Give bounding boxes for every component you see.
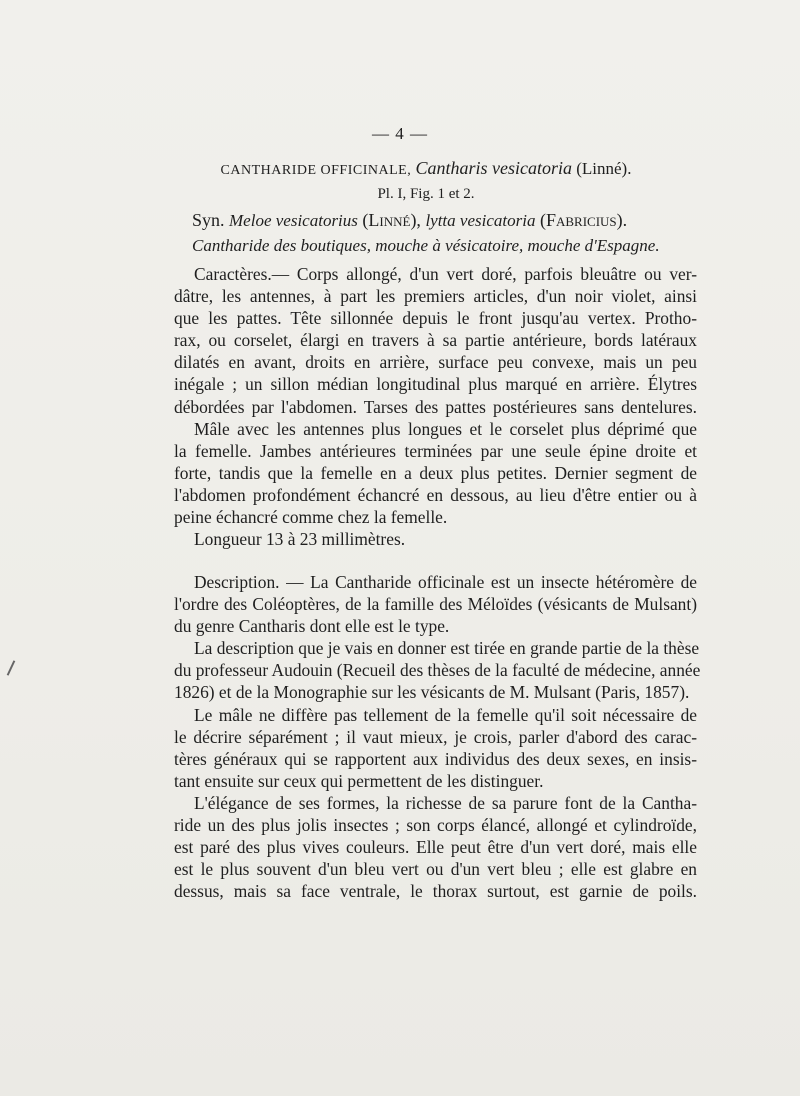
heading-author: (Linné). xyxy=(576,159,632,178)
paragraph-description: Description. — La Cantharide officinale est un insecte hétéromère de l'ordre des Coléoptères, de la famille des Méloïdes (vésicants de Mulsant) du genre Cantharis dont elle est le type. xyxy=(174,572,697,637)
synonyms-line-2: Cantharide des boutiques, mouche à vésicatoire, mouche d'Espagne. xyxy=(192,236,660,255)
paragraph-elegance: L'élégance de ses formes, la richesse de sa parure font de la Cantha- ride un des plus jolis insectes ; son corps élancé, allongé et cylindroïde, est paré des plus vives couleurs. Elle peut être d'un vert doré, mais elle est le plus souvent d'un bleu vert ou d'un vert bleu ; elle est glabre en dessus, mais sa face ventrale, le thorax surtout, est garnie de poils. xyxy=(174,793,697,902)
plate-reference: Pl. I, Fig. 1 et 2. xyxy=(377,186,475,202)
paragraph-caracteres: Caractères.— Corps allongé, d'un vert doré, parfois bleuâtre ou ver- dâtre, les antennes, à part les premiers articles, d'un noir violet, ainsi que les pattes. Tête sillonnée depuis le front jusqu'au vertex. Protho- rax, ou corselet, élargi en travers à sa partie antérieure, bords latéraux dilatés en avant, droits en arrière, surface peu convexe, mais un peu inégale ; un sillon médian longitudinal plus marqué en arrière. Élytres débordées par l'abdomen. Tarses des pattes postérieures sans dentelures. xyxy=(174,264,697,417)
paragraph-male-female: Le mâle ne diffère pas tellement de la femelle qu'il soit nécessaire de le décrire séparément ; il vaut mieux, je crois, parler d'abord des carac- tères généraux qui se rapportent aux individus des deux sexes, en insis- tant ensuite sur ceux qui permettent de les distinguer. xyxy=(174,705,697,792)
heading-latin-name: Cantharis vesicatoria xyxy=(415,158,572,178)
synonyms-line-1: Syn. Meloe vesicatorius (Linné), lytta vesicatoria (Fabricius). xyxy=(192,210,628,230)
synonyms-block xyxy=(192,208,692,258)
paragraph-longueur: Longueur 13 à 23 millimètres. xyxy=(194,529,406,549)
heading-common-name: CANTHARIDE OFFICINALE, xyxy=(220,163,412,178)
paragraph-male: Mâle avec les antennes plus longues et le corselet plus déprimé que la femelle. Jambes antérieures terminées par une seule épine droite et forte, tandis que la femelle en a deux plus petites. Dernier segment de l'abdomen profondément échancré en dessous, au lieu d'être entier ou à peine échancré comme chez la femelle. xyxy=(174,419,697,528)
margin-mark xyxy=(7,660,16,675)
paragraph-source: La description que je vais en donner est tirée en grande partie de la thèse du professeur Audouin (Recueil des thèses de la faculté de médecine, année 1826) et de la Monographie sur les vésicants de M. Mulsant (Paris, 1857). xyxy=(174,638,701,703)
page-number: — 4 — xyxy=(372,124,428,143)
species-heading xyxy=(176,158,676,179)
